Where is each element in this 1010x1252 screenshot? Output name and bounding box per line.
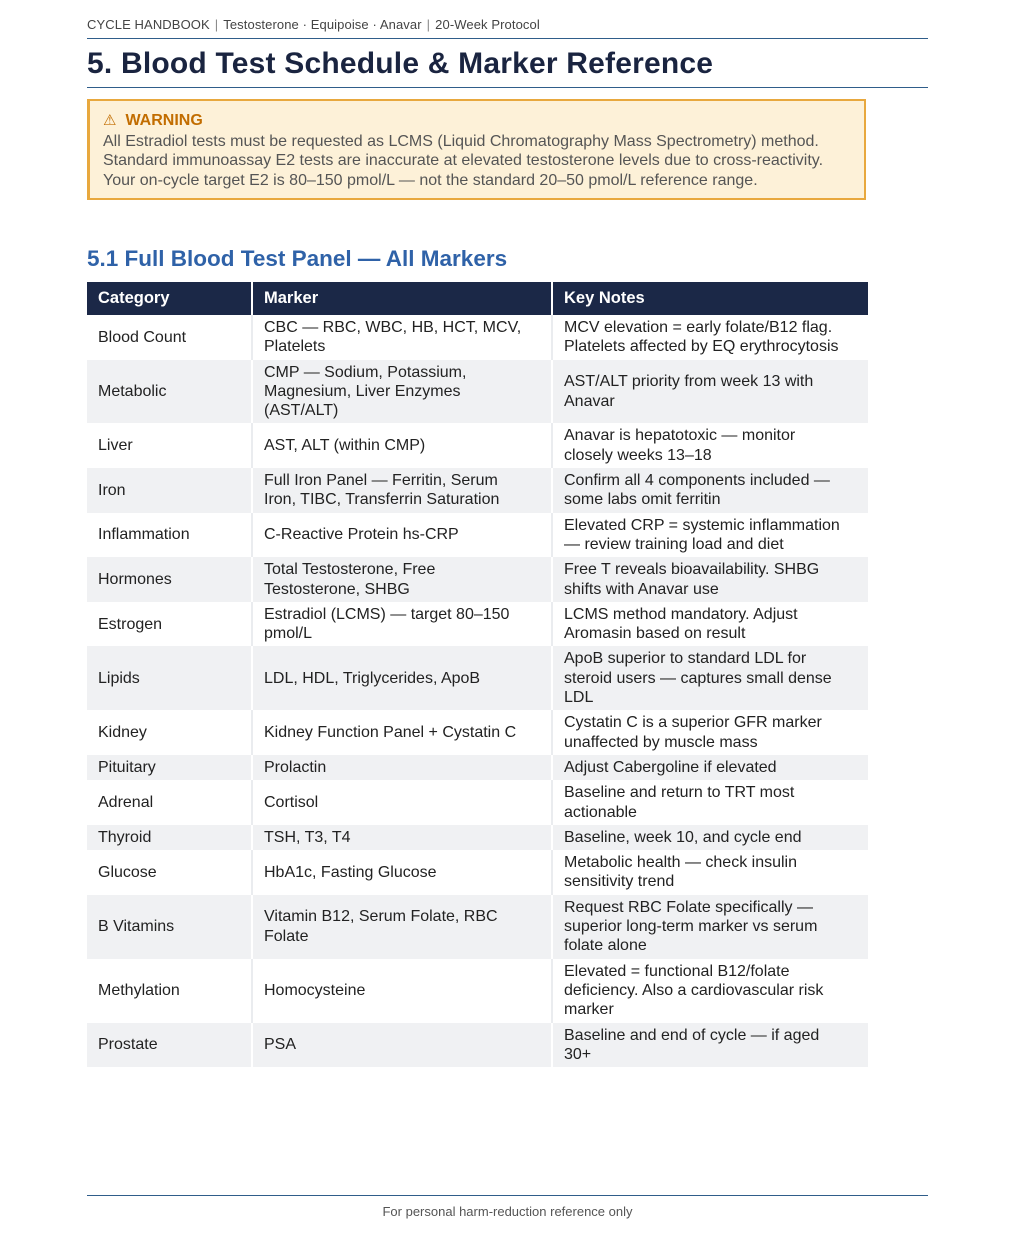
handbook-name: CYCLE HANDBOOK bbox=[87, 17, 210, 32]
cell-marker-line: AST, ALT (within CMP) bbox=[264, 437, 426, 455]
cell-key-notes bbox=[552, 755, 868, 780]
cell-marker-line: pmol/L bbox=[264, 625, 313, 643]
cell-key-notes-line: sensitivity trend bbox=[564, 873, 675, 891]
cell-marker bbox=[252, 513, 552, 558]
cell-key-notes bbox=[552, 895, 868, 959]
cell-key-notes bbox=[552, 780, 868, 825]
cell-key-notes-line: steroid users — captures small dense bbox=[564, 669, 832, 687]
cell-key-notes bbox=[552, 959, 868, 1023]
cell-category: Thyroid bbox=[87, 825, 252, 850]
cell-marker-line: Homocysteine bbox=[264, 981, 366, 999]
warning-line: Your on-cycle target E2 is 80–150 pmol/L — not the standard 20–50 pmol/L reference range. bbox=[103, 171, 758, 189]
cell-key-notes-line: Free T reveals bioavailability. SHBG bbox=[564, 561, 820, 579]
table-row bbox=[87, 755, 868, 780]
cell-key-notes bbox=[552, 1023, 868, 1068]
cell-marker bbox=[252, 710, 552, 755]
cell-marker-line: Iron, TIBC, Transferrin Saturation bbox=[264, 491, 500, 509]
cell-key-notes-line: deficiency. Also a cardiovascular risk bbox=[564, 981, 824, 999]
table-row bbox=[87, 850, 868, 895]
cell-marker bbox=[252, 825, 552, 850]
header-protocol: 20-Week Protocol bbox=[435, 17, 540, 32]
cell-marker bbox=[252, 557, 552, 602]
cell-category: Adrenal bbox=[87, 780, 252, 825]
running-header bbox=[87, 17, 928, 32]
cell-marker bbox=[252, 360, 552, 424]
cell-marker bbox=[252, 1023, 552, 1068]
cell-marker-line: Full Iron Panel — Ferritin, Serum bbox=[264, 472, 498, 490]
footer-rule bbox=[87, 1195, 928, 1196]
cell-key-notes-line: — review training load and diet bbox=[564, 535, 784, 553]
cell-category: B Vitamins bbox=[87, 895, 252, 959]
cell-key-notes-line: Baseline and return to TRT most bbox=[564, 784, 795, 802]
header-separator: | bbox=[426, 17, 431, 32]
cell-marker-line: Platelets bbox=[264, 338, 326, 356]
table-row bbox=[87, 513, 868, 558]
cell-category: Iron bbox=[87, 468, 252, 513]
cell-marker-line: TSH, T3, T4 bbox=[264, 828, 351, 846]
cell-key-notes-line: 30+ bbox=[564, 1045, 592, 1063]
cell-key-notes bbox=[552, 557, 868, 602]
table-row bbox=[87, 959, 868, 1023]
table-row bbox=[87, 825, 868, 850]
cell-marker bbox=[252, 468, 552, 513]
cell-marker bbox=[252, 315, 552, 360]
cell-marker-line: Estradiol (LCMS) — target 80–150 bbox=[264, 605, 510, 623]
cell-category: Prostate bbox=[87, 1023, 252, 1068]
cell-key-notes bbox=[552, 602, 868, 647]
cell-marker bbox=[252, 780, 552, 825]
header-rule bbox=[87, 38, 928, 39]
cell-key-notes-line: actionable bbox=[564, 803, 637, 821]
cell-marker-line: CMP — Sodium, Potassium, bbox=[264, 363, 467, 381]
cell-key-notes bbox=[552, 315, 868, 360]
cell-key-notes-line: Baseline, week 10, and cycle end bbox=[564, 828, 802, 846]
section-title: 5.1 Full Blood Test Panel — All Markers bbox=[87, 246, 508, 271]
warning-heading bbox=[103, 111, 864, 131]
cell-marker-line: Total Testosterone, Free bbox=[264, 561, 436, 579]
cell-key-notes-line: marker bbox=[564, 1001, 614, 1019]
cell-marker-line: (AST/ALT) bbox=[264, 402, 339, 420]
cell-key-notes bbox=[552, 710, 868, 755]
cell-key-notes bbox=[552, 646, 868, 710]
cell-marker-line: LDL, HDL, Triglycerides, ApoB bbox=[264, 669, 481, 687]
cell-key-notes-line: LDL bbox=[564, 689, 594, 707]
cell-marker bbox=[252, 755, 552, 780]
cell-category: Blood Count bbox=[87, 315, 252, 360]
cell-key-notes-line: Cystatin C is a superior GFR marker bbox=[564, 714, 822, 732]
cell-marker-line: Magnesium, Liver Enzymes bbox=[264, 382, 461, 400]
cell-marker-line: CBC — RBC, WBC, HB, HCT, MCV, bbox=[264, 319, 522, 336]
cell-key-notes-line: Platelets affected by EQ erythrocytosis bbox=[564, 338, 839, 356]
cell-key-notes-line: Anavar is hepatotoxic — monitor bbox=[564, 427, 796, 445]
cell-key-notes-line: shifts with Anavar use bbox=[564, 580, 719, 598]
table-row bbox=[87, 315, 868, 360]
cell-category: Estrogen bbox=[87, 602, 252, 647]
cell-marker-line: Kidney Function Panel + Cystatin C bbox=[264, 723, 517, 741]
cell-key-notes bbox=[552, 513, 868, 558]
table-row bbox=[87, 423, 868, 468]
table-row bbox=[87, 1023, 868, 1068]
cell-key-notes-line: LCMS method mandatory. Adjust bbox=[564, 605, 798, 623]
table-row bbox=[87, 468, 868, 513]
cell-marker-line: HbA1c, Fasting Glucose bbox=[264, 863, 437, 881]
cell-key-notes-line: Baseline and end of cycle — if aged bbox=[564, 1026, 820, 1044]
cell-marker-line: Vitamin B12, Serum Folate, RBC bbox=[264, 908, 498, 926]
table-body bbox=[87, 315, 868, 1067]
table-row bbox=[87, 710, 868, 755]
cell-marker bbox=[252, 895, 552, 959]
cell-category: Metabolic bbox=[87, 360, 252, 424]
cell-key-notes-line: Adjust Cabergoline if elevated bbox=[564, 758, 777, 776]
header-separator: | bbox=[214, 17, 219, 32]
warning-line: All Estradiol tests must be requested as LCMS (Liquid Chromatography Mass Spectrometry) method. bbox=[103, 133, 819, 150]
cell-marker bbox=[252, 602, 552, 647]
cell-category: Kidney bbox=[87, 710, 252, 755]
cell-marker bbox=[252, 850, 552, 895]
table-row bbox=[87, 360, 868, 424]
column-header-category: Category bbox=[87, 282, 252, 315]
cell-key-notes-line: folate alone bbox=[564, 937, 647, 955]
table-header-row bbox=[87, 282, 868, 315]
blood-test-table bbox=[87, 282, 868, 1067]
cell-category: Liver bbox=[87, 423, 252, 468]
cell-key-notes bbox=[552, 468, 868, 513]
cell-key-notes bbox=[552, 825, 868, 850]
cell-key-notes-line: superior long-term marker vs serum bbox=[564, 918, 818, 936]
column-header-marker: Marker bbox=[252, 282, 552, 315]
cell-category: Hormones bbox=[87, 557, 252, 602]
cell-key-notes-line: Metabolic health — check insulin bbox=[564, 854, 798, 872]
cell-key-notes-line: Request RBC Folate specifically — bbox=[564, 898, 813, 916]
warning-triangle-icon: ⚠ bbox=[103, 112, 117, 129]
cell-category: Methylation bbox=[87, 959, 252, 1023]
cell-category: Lipids bbox=[87, 646, 252, 710]
cell-key-notes-line: Confirm all 4 components included — bbox=[564, 472, 830, 490]
cell-marker-line: Testosterone, SHBG bbox=[264, 580, 410, 598]
cell-key-notes-line: closely weeks 13–18 bbox=[564, 446, 712, 464]
title-rule bbox=[87, 87, 928, 88]
cell-marker bbox=[252, 959, 552, 1023]
warning-line: Standard immunoassay E2 tests are inaccurate at elevated testosterone levels due to cross-reactivity. bbox=[103, 152, 824, 170]
table-row bbox=[87, 602, 868, 647]
cell-key-notes-line: Aromasin based on result bbox=[564, 625, 746, 643]
cell-key-notes bbox=[552, 360, 868, 424]
table-row bbox=[87, 646, 868, 710]
cell-key-notes-line: AST/ALT priority from week 13 with bbox=[564, 373, 814, 391]
header-compounds: Testosterone · Equipoise · Anavar bbox=[223, 17, 422, 32]
page-title: 5. Blood Test Schedule & Marker Reference bbox=[87, 47, 714, 80]
cell-key-notes-line: ApoB superior to standard LDL for bbox=[564, 650, 807, 668]
cell-marker-line: Folate bbox=[264, 927, 309, 945]
page-footer: For personal harm-reduction reference only bbox=[382, 1204, 633, 1219]
table-row bbox=[87, 557, 868, 602]
cell-key-notes-line: Elevated = functional B12/folate bbox=[564, 962, 790, 980]
column-header-key-notes: Key Notes bbox=[552, 282, 868, 315]
cell-marker-line: PSA bbox=[264, 1036, 297, 1054]
warning-callout bbox=[87, 99, 866, 200]
warning-title: WARNING bbox=[125, 112, 203, 129]
cell-key-notes-line: unaffected by muscle mass bbox=[564, 733, 758, 751]
cell-key-notes bbox=[552, 423, 868, 468]
cell-key-notes-line: Elevated CRP = systemic inflammation bbox=[564, 516, 840, 534]
cell-category: Inflammation bbox=[87, 513, 252, 558]
cell-marker-line: Cortisol bbox=[264, 793, 319, 811]
cell-key-notes-line: some labs omit ferritin bbox=[564, 491, 721, 509]
cell-marker bbox=[252, 646, 552, 710]
cell-marker-line: C-Reactive Protein hs-CRP bbox=[264, 526, 459, 544]
cell-marker bbox=[252, 423, 552, 468]
cell-category: Glucose bbox=[87, 850, 252, 895]
cell-category: Pituitary bbox=[87, 755, 252, 780]
cell-key-notes bbox=[552, 850, 868, 895]
table-row bbox=[87, 895, 868, 959]
cell-key-notes-line: MCV elevation = early folate/B12 flag. bbox=[564, 319, 833, 336]
cell-marker-line: Prolactin bbox=[264, 758, 327, 776]
cell-key-notes-line: Anavar bbox=[564, 392, 615, 410]
table-row bbox=[87, 780, 868, 825]
